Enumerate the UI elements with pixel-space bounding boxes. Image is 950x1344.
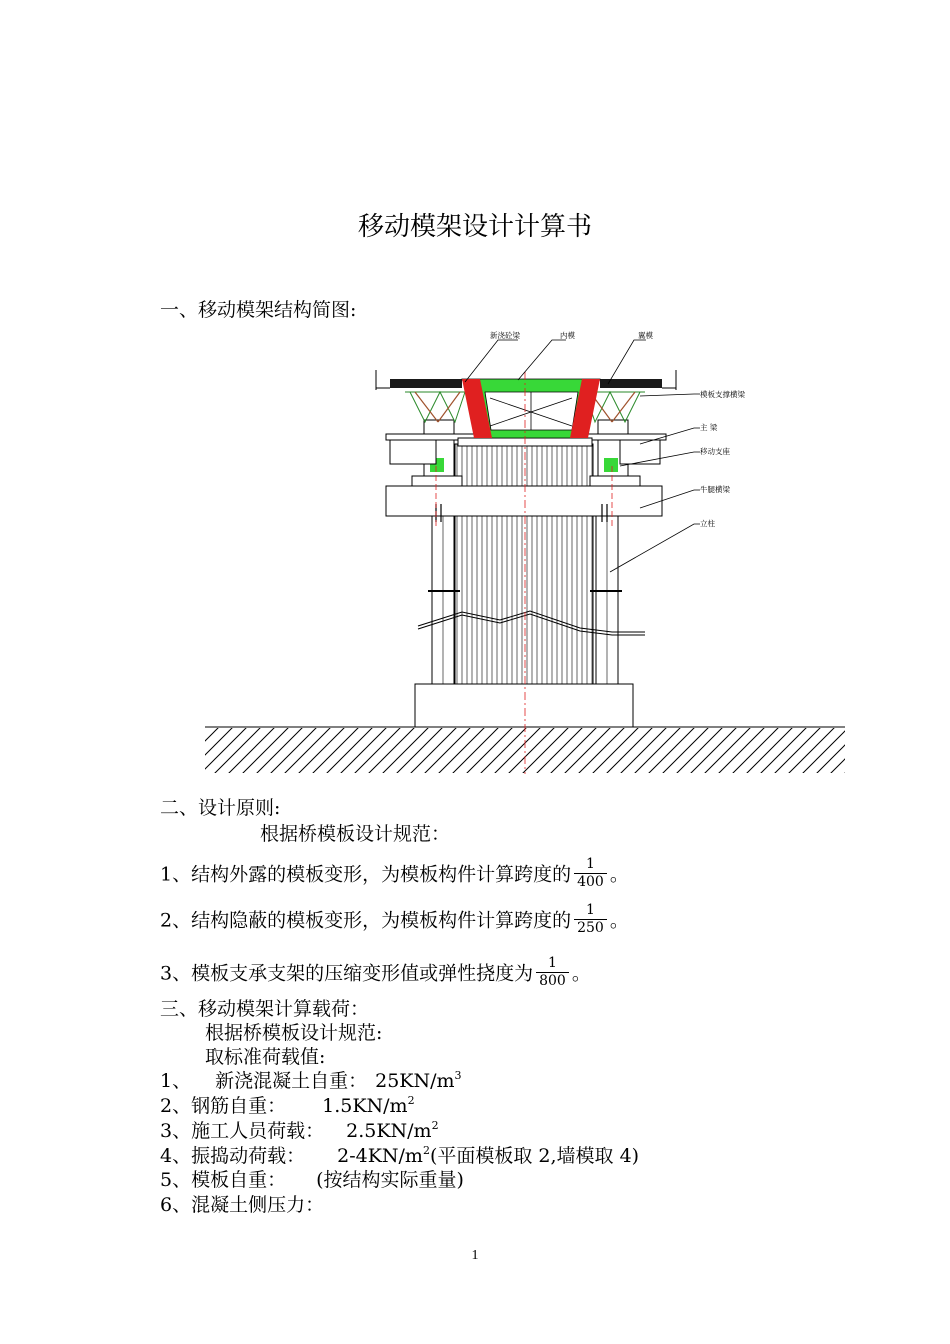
document-title: 移动模架设计计算书 <box>357 212 592 242</box>
principle-item-1: 1、结构外露的模板变形，为模板构件计算跨度的 $\frac{1}{400}$ 。 <box>160 856 629 890</box>
load-item-3: 3、施工人员荷载： $2.5KN/m^2$ <box>160 1118 439 1142</box>
fraction-1-800: $\frac{1}{800}$ <box>536 955 569 990</box>
label-form-support-beam: 模板支撑横梁 <box>700 390 745 399</box>
label-inner-mold: 内模 <box>560 331 575 340</box>
label-movable-support: 移动支座 <box>700 447 730 456</box>
label-corbel-beam: 牛腿横梁 <box>700 485 730 494</box>
load-item-1: 1、 新浇混凝土自重： $25KN/m^3$ <box>160 1068 462 1092</box>
fraction-1-250: $\frac{1}{250}$ <box>574 902 607 937</box>
load-item-6: 6、混凝土侧压力： <box>160 1194 325 1216</box>
principle-item-3: 3、模板支承支架的压缩变形值或弹性挠度为 $\frac{1}{800}$ 。 <box>160 955 591 989</box>
label-main-beam: 主 梁 <box>700 423 718 432</box>
principle-item-2: 2、结构隐蔽的模板变形，为模板构件计算跨度的 $\frac{1}{250}$ 。 <box>160 902 629 936</box>
load-item-5: 5、模板自重： (按结构实际重量) <box>160 1169 464 1191</box>
label-wing-mold: 翼模 <box>638 331 653 340</box>
section-2-subheading: 根据桥模板设计规范： <box>260 823 451 845</box>
section-1-heading: 一、移动模架结构简图: <box>160 299 357 321</box>
page-number: 1 <box>471 1248 479 1263</box>
label-new-concrete: 新浇砼梁 <box>490 331 520 340</box>
load-item-4: 4、振捣动荷载： $2-4KN/m^2$(平面模板取 2,墙模取 4) <box>160 1143 640 1167</box>
section-3-heading: 三、移动模架计算载荷： <box>160 998 370 1020</box>
section-3-subheading-1: 根据桥模板设计规范: <box>205 1022 383 1044</box>
section-2-heading: 二、设计原则: <box>160 797 281 819</box>
section-3-subheading-2: 取标准荷载值: <box>205 1046 326 1068</box>
fraction-1-400: $\frac{1}{400}$ <box>574 856 607 891</box>
formwork-structure-diagram <box>200 326 850 776</box>
load-item-2: 2、钢筋自重： $1.5KN/m^2$ <box>160 1093 415 1117</box>
label-column: 立柱 <box>700 519 715 528</box>
